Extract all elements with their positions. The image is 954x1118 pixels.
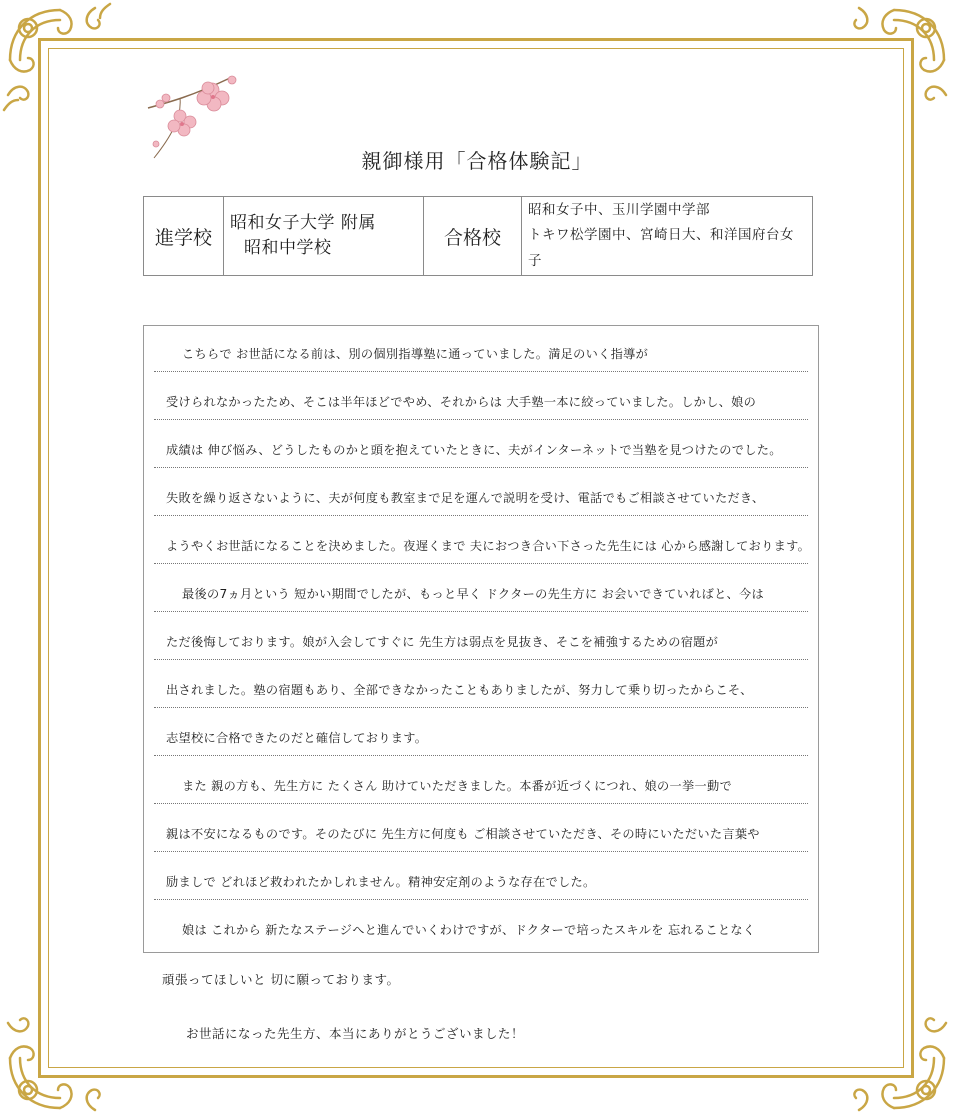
advance-school-line: 昭和中学校 — [244, 238, 332, 258]
advance-school-value — [224, 197, 424, 276]
essay-line: こちらで お世話になる前は、別の個別指導塾に通っていました。満足のいく指導が — [182, 347, 649, 361]
essay-line: ただ後悔しております。娘が入会してすぐに 先生方は弱点を見抜き、そこを補強するための宿題が — [166, 635, 719, 649]
essay-sheet — [143, 325, 819, 953]
school-info-table — [143, 196, 813, 276]
ornament-corner-top-left-icon — [0, 0, 120, 120]
passed-schools-value — [522, 197, 813, 276]
essay-line: 娘は これから 新たなステージへと進んでいくわけですが、ドクターで培ったスキルを 忘れることなく — [182, 923, 756, 937]
advance-school-label: 進学校 — [144, 197, 224, 276]
ruled-line — [154, 803, 808, 804]
passed-school-line: 昭和女子中、玉川学園中学部 — [528, 201, 710, 218]
ruled-line — [154, 371, 808, 372]
passed-school-line: トキワ松学園中、宮崎日大、和洋国府台女子 — [528, 227, 794, 269]
closing-line: お世話になった先生方、本当にありがとうございました！ — [186, 1026, 525, 1041]
ruled-line — [154, 515, 808, 516]
passed-school-label: 合格校 — [424, 197, 522, 276]
essay-line: 親は不安になるものです。そのたびに 先生方に何度も ご相談させていただき、その時にいただいた言葉や — [166, 827, 760, 841]
ruled-line — [154, 851, 808, 852]
essay-line: 志望校に合格できたのだと確信しております。 — [166, 731, 428, 745]
ruled-line — [154, 563, 808, 564]
essay-line: ようやくお世話になることを決めました。夜遅くまで 夫におつき合い下さった先生には 心から感謝しております。 — [166, 539, 811, 553]
essay-line: 成績は 伸び悩み、どうしたものかと頭を抱えていたときに、夫がインターネットで当塾を見つけたのでした。 — [166, 443, 782, 457]
essay-line: 励ましで どれほど救われたかしれません。精神安定剤のような存在でした。 — [166, 875, 596, 889]
page-title: 親御様用「合格体験記」 — [361, 149, 593, 173]
ornament-corner-top-right-icon — [834, 0, 954, 120]
ruled-line — [154, 659, 808, 660]
ruled-line — [154, 419, 808, 420]
essay-line: 最後の7ヵ月という 短かい期間でしたが、もっと早く ドクターの先生方に お会いできていればと、今は — [182, 587, 765, 601]
ruled-line — [154, 755, 808, 756]
essay-line: 失敗を繰り返さないように、夫が何度も教室まで足を運んで説明を受け、電話でもご相談させていただき、 — [166, 491, 765, 505]
ornament-corner-bottom-right-icon — [834, 998, 954, 1118]
ruled-line — [154, 467, 808, 468]
ornament-corner-bottom-left-icon — [0, 998, 120, 1118]
ruled-line — [154, 707, 808, 708]
advance-school-line: 昭和女子大学 附属 — [230, 212, 376, 233]
ruled-line — [154, 611, 808, 612]
closing-line: 頑張ってほしいと 切に願っております。 — [162, 972, 400, 987]
essay-line: 受けられなかったため、そこは半年ほどでやめ、それからは 大手塾一本に絞っていました。しかし、娘の — [166, 395, 757, 409]
ruled-line — [154, 899, 808, 900]
essay-line: 出されました。塾の宿題もあり、全部できなかったこともありましたが、努力して乗り切ったからこそ、 — [166, 683, 753, 697]
essay-line: また 親の方も、先生方に たくさん 助けていただきました。本番が近づくにつれ、娘の一挙一動で — [182, 779, 732, 793]
